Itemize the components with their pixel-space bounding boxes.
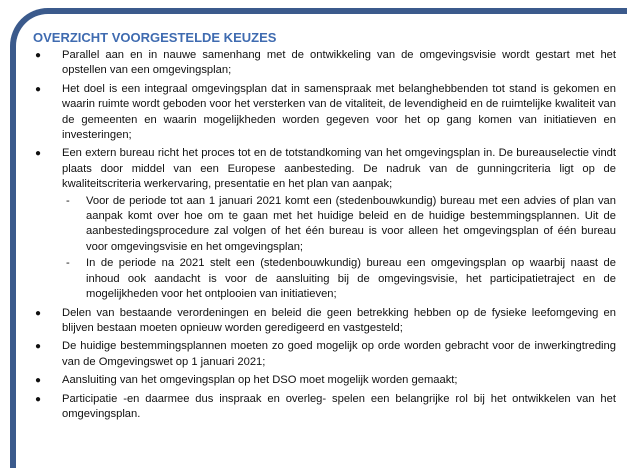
list-item	[33, 82, 616, 144]
dash-icon: -	[66, 257, 70, 270]
bullet-icon: ●	[35, 375, 42, 387]
bullet-icon: ●	[35, 393, 42, 405]
list-item-text: De huidige bestemmingsplannen moeten zo goed mogelijk op orde worden gebracht voor de inwerkingtreding van de Omgevingswet op 1 januari 2021;	[62, 340, 616, 368]
bullet-icon: ●	[35, 50, 42, 61]
bullet-icon: ●	[35, 148, 42, 160]
sub-list	[62, 194, 616, 303]
list-item	[33, 48, 616, 79]
bullet-icon: ●	[35, 341, 42, 353]
list-item-text: Participatie -en daarmee dus inspraak en overleg- spelen een belangrijke rol bij het ontwikkelen van het omgevingsplan.	[62, 392, 616, 420]
list-item	[33, 373, 616, 388]
dash-icon: -	[66, 194, 70, 207]
bullet-icon: ●	[35, 83, 42, 95]
sub-list-item	[62, 256, 616, 302]
list-item-text: Een extern bureau richt het proces tot en de totstandkoming van het omgevingsplan in. De bureauselectie vindt plaats door middel van een Europese aanbesteding. De nadruk van de gunningcriteria ligt op de kwaliteitscriteria werkervaring, presentatie en het plan van aanpak;	[62, 147, 616, 191]
sub-list-item-text: In de periode na 2021 stelt een (stedenbouwkundig) bureau een omgevingsplan op waarbij naast de inhoud ook aandacht is voor de aansluiting bij de omgevingsvisie, het participatietraject en de mogelijkheden voor het ontplooien van initiatieven;	[86, 257, 616, 301]
document-content	[33, 30, 616, 425]
sub-list-item-text: Voor de periode tot aan 1 januari 2021 komt een (stedenbouwkundig) bureau met een advies of plan van aanpak komt over hoe om te gaan met het huidige beleid en de huidige bestemmingsplannen. Uit de aanbestedingsprocedure zal volgen of het één bureau is voor alleen het omgevingsplan of één bureau voor omgevingsvisie en het omgevingsplan;	[86, 194, 616, 253]
list-item-text: Aansluiting van het omgevingsplan op het DSO moet mogelijk worden gemaakt;	[62, 374, 458, 387]
list-item-text: Parallel aan en in nauwe samenhang met de ontwikkeling van de omgevingsvisie wordt gestart met het opstellen van een omgevingsplan;	[62, 49, 616, 77]
sub-list-item	[62, 194, 616, 256]
list-item	[33, 146, 616, 302]
list-item-text: Het doel is een integraal omgevingsplan dat in samenspraak met belanghebbenden tot stand is gekomen en waarin ruimte wordt geboden voor het versterken van de vitaliteit, de levendigheid en de ruimtelijke kwaliteit van de gemeenten en waarin mogelijkheden worden gegeven voor het op gang komen van initiatieven en investeringen;	[62, 82, 616, 142]
page-title: OVERZICHT VOORGESTELDE KEUZES	[33, 30, 277, 45]
choices-list	[33, 48, 616, 422]
list-item	[33, 392, 616, 423]
list-item	[33, 306, 616, 337]
list-item	[33, 339, 616, 370]
list-item-text: Delen van bestaande verordeningen en beleid die geen betrekking hebben op de fysieke leefomgeving en blijven bestaan moeten opnieuw worden geredigeerd en vastgesteld;	[62, 306, 616, 334]
bullet-icon: ●	[35, 307, 42, 319]
